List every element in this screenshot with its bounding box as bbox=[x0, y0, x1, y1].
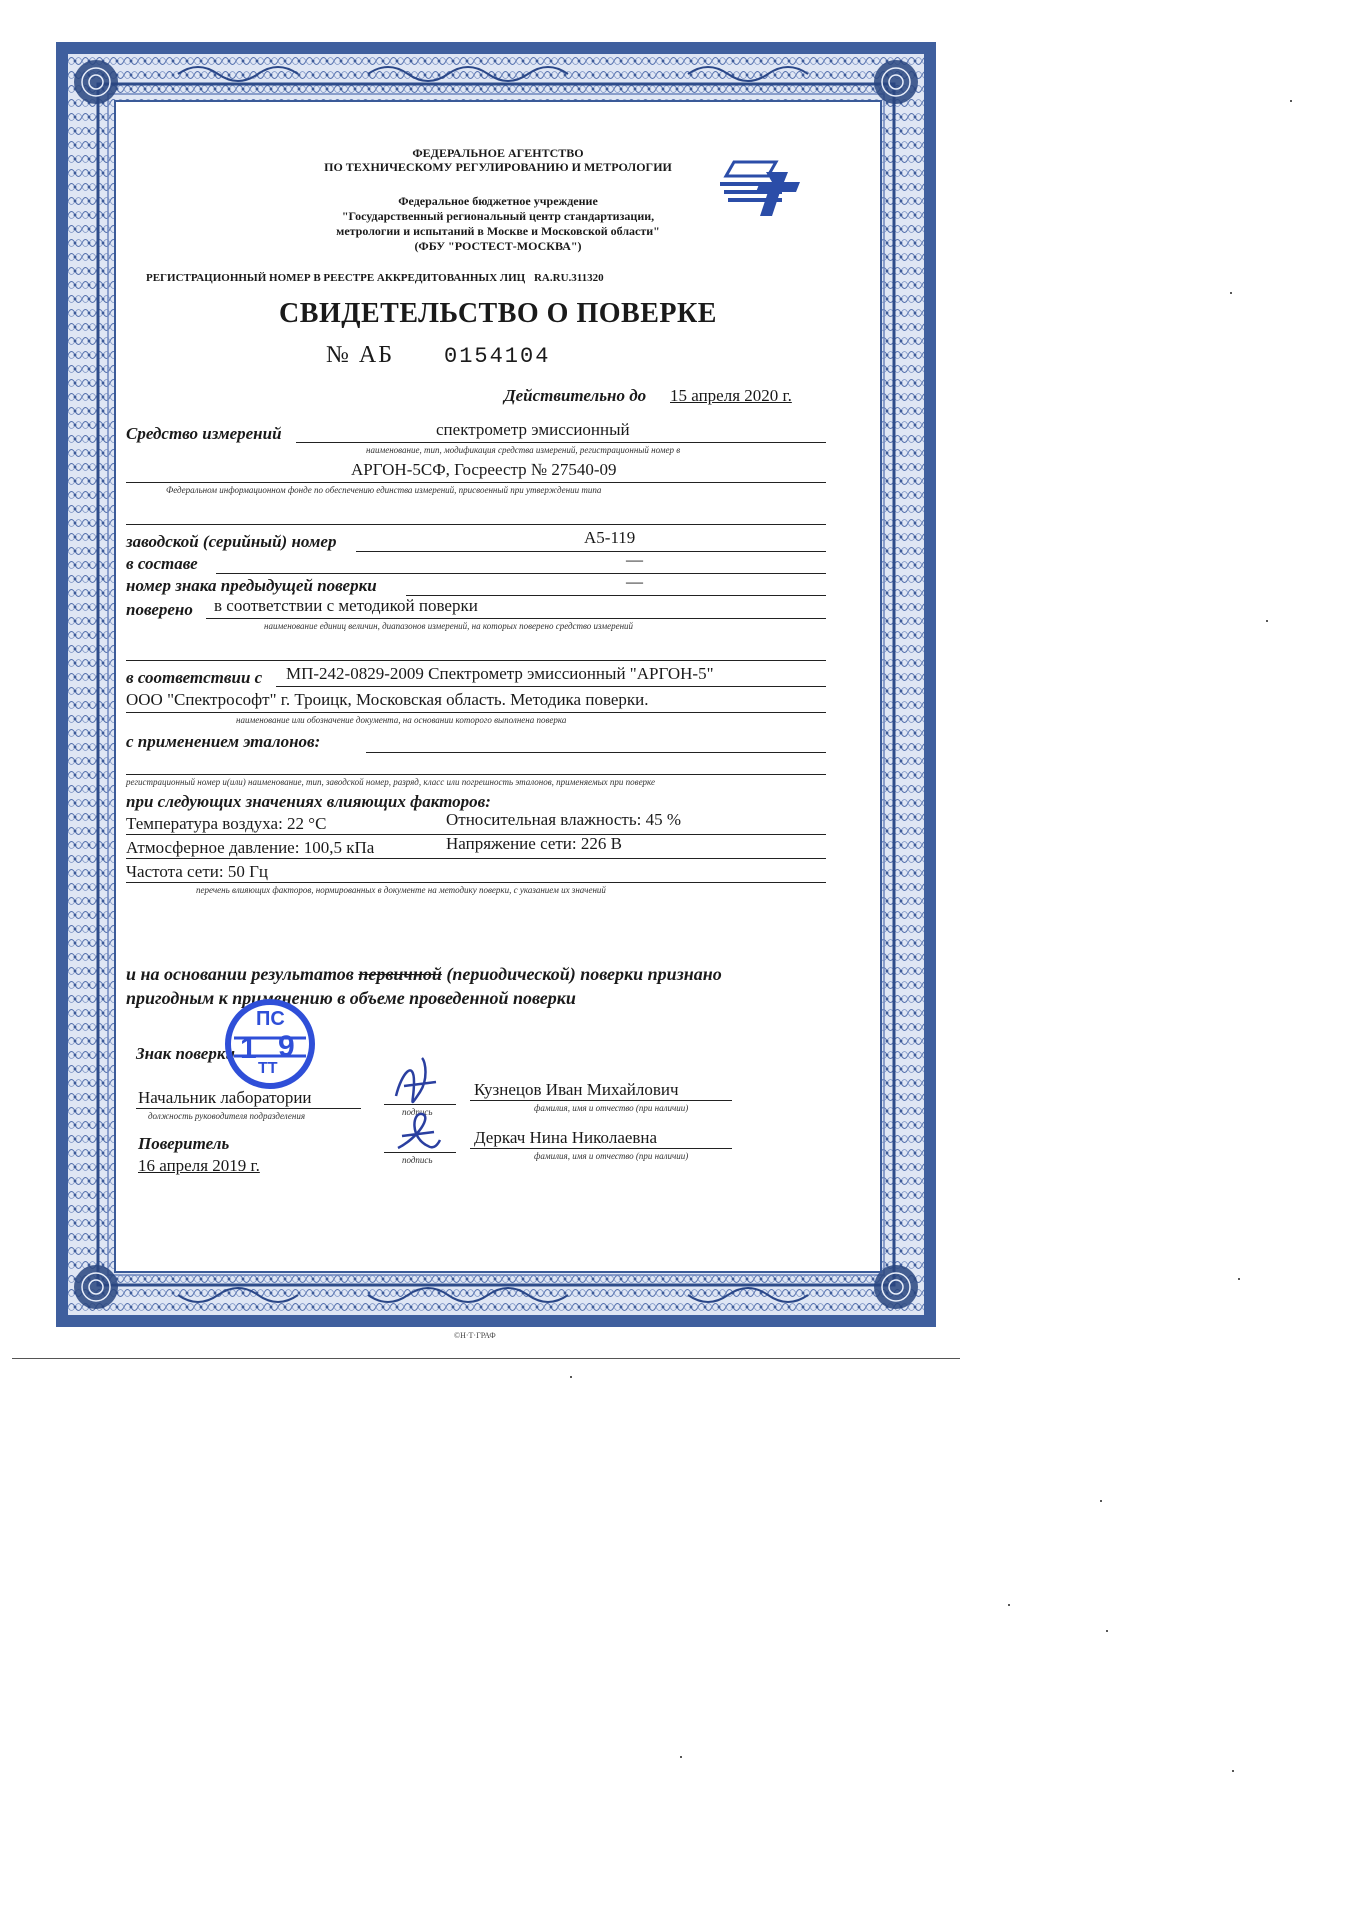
instrument-type-underline bbox=[126, 482, 826, 483]
blank-underline bbox=[126, 524, 826, 525]
head-name-caption: фамилия, имя и отчество (при наличии) bbox=[534, 1103, 689, 1113]
instrument-name: спектрометр эмиссионный bbox=[436, 420, 630, 439]
verification-stamp bbox=[224, 998, 316, 1090]
standards-underline-2 bbox=[126, 774, 826, 775]
composition-label: в составе bbox=[126, 554, 198, 573]
composition-underline bbox=[216, 573, 826, 574]
factor-humidity: Относительная влажность: 45 % bbox=[446, 810, 682, 829]
head-sign-caption: подпись bbox=[402, 1107, 433, 1117]
verified-label: поверено bbox=[126, 600, 193, 619]
certificate-number-prefix: № АБ bbox=[326, 342, 395, 368]
head-name: Кузнецов Иван Михайлович bbox=[474, 1080, 679, 1099]
head-position: Начальник лаборатории bbox=[138, 1088, 312, 1107]
org-line-3: метрологии и испытаний в Москве и Московской области" bbox=[336, 224, 660, 238]
verifier-name-underline bbox=[470, 1148, 732, 1149]
verifier-sign-underline bbox=[384, 1152, 456, 1153]
org-line-4: (ФБУ "РОСТЕСТ-МОСКВА") bbox=[414, 239, 582, 253]
stamp-top-text: ПС bbox=[256, 1008, 285, 1030]
composition-value: — bbox=[626, 550, 643, 569]
scan-speck bbox=[680, 1756, 682, 1758]
scan-speck bbox=[1008, 1604, 1010, 1606]
instrument-type-registry: АРГОН-5СФ, Госреестр № 27540-09 bbox=[351, 460, 617, 479]
registry-row bbox=[146, 272, 604, 284]
head-position-caption: должность руководителя подразделения bbox=[148, 1111, 306, 1121]
serial-underline bbox=[356, 551, 826, 552]
factors-underline-2 bbox=[126, 858, 826, 859]
stamp-bottom-text: ТТ bbox=[258, 1060, 278, 1077]
conclusion-part-2: (периодической) поверки признано bbox=[446, 964, 722, 984]
scan-page-edge bbox=[12, 1358, 960, 1359]
serial-value: А5-119 bbox=[584, 528, 636, 547]
verification-date: 16 апреля 2019 г. bbox=[138, 1156, 260, 1175]
standards-caption: регистрационный номер и(или) наименование, тип, заводской номер, разряд, класс или погрешность эталонов, применяемых при поверке bbox=[126, 777, 656, 787]
verified-blank-underline bbox=[126, 660, 826, 661]
verifier-label: Поверитель bbox=[138, 1134, 230, 1153]
org-line-1: Федеральное бюджетное учреждение bbox=[398, 194, 598, 208]
scan-speck bbox=[1290, 100, 1292, 102]
standards-underline bbox=[366, 752, 826, 753]
instrument-caption-2: Федеральном информационном фонде по обеспечению единства измерений, присвоенный при утверждении типа bbox=[166, 485, 602, 495]
instrument-underline bbox=[296, 442, 826, 443]
registry-label: РЕГИСТРАЦИОННЫЙ НОМЕР В РЕЕСТРЕ АККРЕДИТОВАННЫХ ЛИЦ bbox=[146, 272, 526, 284]
according-document: МП-242-0829-2009 Спектрометр эмиссионный "АРГОН-5" bbox=[286, 664, 714, 683]
according-underline-2 bbox=[126, 712, 826, 713]
conclusion-line-2: пригодным к применению в объеме проведенной поверки bbox=[126, 988, 576, 1008]
factor-frequency: Частота сети: 50 Гц bbox=[126, 862, 269, 881]
head-name-underline bbox=[470, 1100, 732, 1101]
scan-speck bbox=[1106, 1630, 1108, 1632]
agency-line-2: ПО ТЕХНИЧЕСКОМУ РЕГУЛИРОВАНИЮ И МЕТРОЛОГИИ bbox=[324, 160, 672, 174]
verified-value: в соответствии с методикой поверки bbox=[214, 596, 478, 615]
verified-caption: наименование единиц величин, диапазонов измерений, на которых поверено средство измерений bbox=[264, 621, 634, 631]
org-line-2: "Государственный региональный центр стандартизации, bbox=[341, 209, 655, 223]
scan-speck bbox=[1232, 1770, 1234, 1772]
conclusion-part-1: и на основании результатов bbox=[126, 964, 354, 984]
verifier-signature-icon bbox=[388, 1108, 450, 1158]
valid-until-label: Действительно до bbox=[504, 386, 647, 405]
factor-pressure: Атмосферное давление: 100,5 кПа bbox=[126, 838, 375, 857]
according-caption: наименование или обозначение документа, на основании которого выполнена поверка bbox=[236, 715, 567, 725]
verifier-sign-caption: подпись bbox=[402, 1155, 433, 1165]
head-position-underline bbox=[136, 1108, 361, 1109]
head-sign-underline bbox=[384, 1104, 456, 1105]
scan-speck bbox=[570, 1376, 572, 1378]
scan-speck bbox=[1238, 1278, 1240, 1280]
factors-label: при следующих значениях влияющих факторов: bbox=[126, 792, 491, 811]
agency-line-1: ФЕДЕРАЛЬНОЕ АГЕНТСТВО bbox=[412, 146, 584, 160]
verifier-name: Деркач Нина Николаевна bbox=[474, 1128, 658, 1147]
instrument-caption-1: наименование, тип, модификация средства измерений, регистрационный номер в bbox=[366, 445, 681, 455]
instrument-label: Средство измерений bbox=[126, 424, 282, 443]
valid-until-date: 15 апреля 2020 г. bbox=[670, 386, 792, 405]
scan-speck bbox=[1230, 292, 1232, 294]
scan-speck bbox=[1266, 620, 1268, 622]
certificate-number: 0154104 bbox=[444, 344, 551, 369]
certificate-frame bbox=[56, 42, 936, 1327]
stamp-left-digit: 1 bbox=[240, 1032, 257, 1065]
document-title: СВИДЕТЕЛЬСТВО О ПОВЕРКЕ bbox=[279, 298, 717, 329]
scan-speck bbox=[1100, 1500, 1102, 1502]
previous-mark-label: номер знака предыдущей поверки bbox=[126, 576, 377, 595]
certificate-body bbox=[114, 100, 882, 1273]
according-label: в соответствии с bbox=[126, 668, 263, 687]
according-document-line-2: ООО "Спектрософт" г. Троицк, Московская область. Методика поверки. bbox=[126, 690, 649, 709]
according-underline-1 bbox=[276, 686, 826, 687]
serial-label: заводской (серийный) номер bbox=[126, 532, 337, 551]
conclusion-struck-word: первичной bbox=[358, 964, 442, 984]
verifier-name-caption: фамилия, имя и отчество (при наличии) bbox=[534, 1151, 689, 1161]
printer-copyright: ©Н·Т·ГРАФ bbox=[454, 1331, 496, 1340]
standards-label: с применением эталонов: bbox=[126, 732, 321, 751]
registry-number: RA.RU.311320 bbox=[533, 272, 604, 284]
stamp-right-digit: 9 bbox=[278, 1030, 295, 1063]
factor-voltage: Напряжение сети: 226 В bbox=[446, 834, 622, 853]
previous-mark-value: — bbox=[626, 572, 643, 591]
factors-underline-3 bbox=[126, 882, 826, 883]
factors-caption: перечень влияющих факторов, нормированных в документе на методику поверки, с указанием их значений bbox=[196, 885, 606, 895]
conclusion-line-1 bbox=[126, 964, 722, 985]
verified-underline bbox=[206, 618, 826, 619]
verification-mark-label: Знак поверки bbox=[136, 1044, 235, 1063]
factor-temperature: Температура воздуха: 22 °С bbox=[126, 814, 327, 833]
